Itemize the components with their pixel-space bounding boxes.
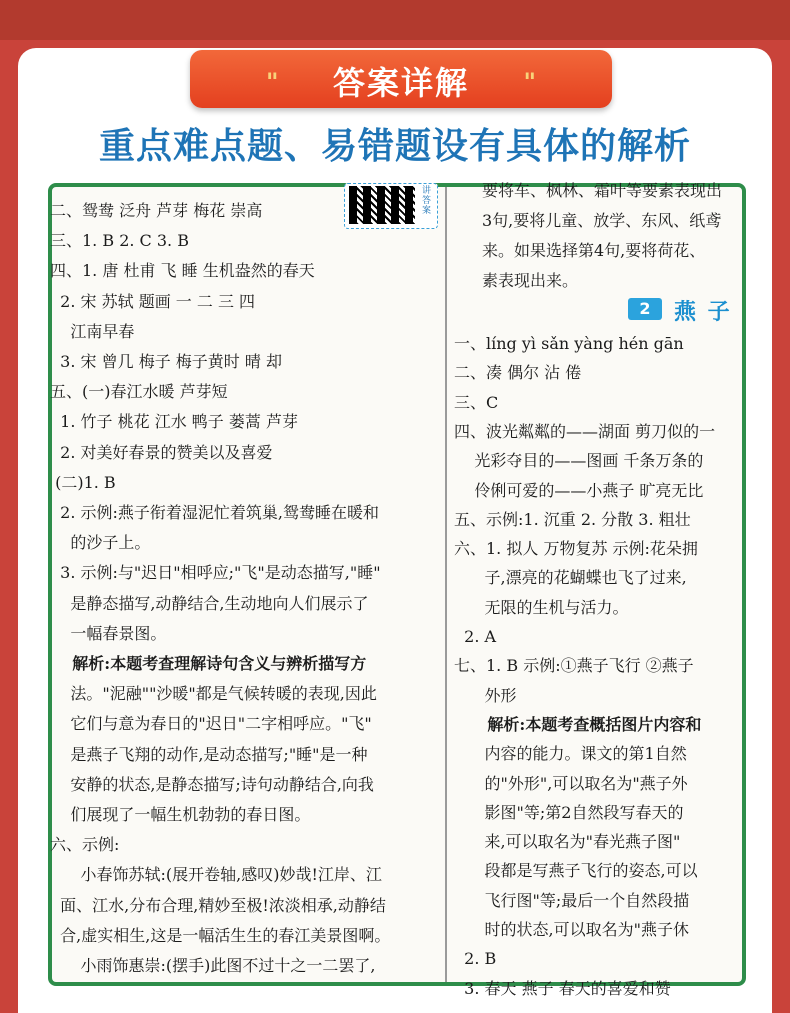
top-banner	[0, 0, 790, 40]
answer-line: 要将车、枫林、霜叶等要素表现出	[482, 181, 723, 200]
answer-line: 二、凑 偶尔 沾 倦	[454, 363, 582, 383]
answer-line: 小春饰苏轼:(展开卷轴,感叹)妙哉!江岸、江	[50, 865, 382, 885]
answer-line: 是静态描写,动静结合,生动地向人们展示了	[50, 593, 369, 613]
subtitle: 重点难点题、易错题设有具体的解析	[98, 126, 691, 167]
answer-line: 一、líng yì sǎn yàng hén gān	[454, 334, 684, 353]
answer-line: 三、1. B 2. C 3. B	[50, 231, 189, 251]
quote-mark-right: "	[523, 68, 536, 96]
answer-line: 2. A	[454, 627, 497, 646]
answer-line: 们展现了一幅生机勃勃的春日图。	[50, 805, 311, 824]
answer-line: 解析:本题考查概括图片内容和	[454, 714, 702, 734]
answer-line: 七、1. B 示例:①燕子飞行 ②燕子	[454, 656, 694, 676]
answer-line: 的沙子上。	[50, 533, 151, 553]
answer-line: 2. 宋 苏轼 题画 一 二 三 四	[50, 291, 256, 311]
answer-line: 它们与意为春日的"迟日"二字相呼应。"飞"	[50, 714, 372, 734]
answer-line: 时的状态,可以取名为"燕子休	[454, 920, 689, 939]
lesson-number-badge: 2	[628, 298, 662, 320]
answer-line: 六、1. 拟人 万物复苏 示例:花朵拥	[454, 539, 698, 559]
answer-line: 三、C	[454, 392, 499, 412]
title-pill	[190, 50, 612, 108]
answer-line: 子,漂亮的花蝴蝶也飞了过来,	[454, 568, 687, 588]
answer-line: 小雨饰惠崇:(摆手)此图不过十之一二罢了,	[50, 956, 376, 975]
right-column	[452, 181, 742, 998]
quote-mark-left: "	[266, 68, 279, 96]
left-column	[52, 187, 444, 982]
answer-line: 素表现出来。	[482, 271, 579, 290]
answer-line: 江南早春	[50, 321, 135, 341]
answer-line: 3. 宋 曾几 梅子 梅子黄时 晴 却	[50, 352, 282, 371]
answer-page	[48, 181, 746, 998]
answer-line: 2. 示例:燕子衔着湿泥忙着筑巢,鸳鸯睡在暖和	[50, 503, 380, 522]
answer-line: 五、示例:1. 沉重 2. 分散 3. 粗壮	[454, 509, 691, 529]
answer-line: 是燕子飞翔的动作,是动态描写;"睡"是一种	[50, 744, 368, 764]
answer-line: 内容的能力。课文的第1自然	[454, 744, 687, 764]
answer-line: 合,虚实相生,这是一幅活生生的春江美景图啊。	[50, 925, 391, 945]
answer-line: 2. 对美好春景的赞美以及喜爱	[50, 442, 273, 462]
answer-line: 3. 春天 燕子 春天的喜爱和赞	[454, 978, 671, 998]
answer-line: 二、鸳鸯 泛舟 芦芽 梅花 崇高	[50, 201, 263, 220]
answer-line: 来。如果选择第4句,要将荷花、	[482, 241, 706, 260]
answer-line: 飞行图"等;最后一个自然段描	[454, 890, 690, 910]
qr-code[interactable]	[344, 183, 438, 229]
answer-line: (二)1. B	[50, 472, 116, 492]
answer-line: 安静的状态,是静态描写;诗句动静结合,向我	[50, 774, 374, 794]
page-title: 答案详解	[332, 64, 469, 102]
answer-line: 来,可以取名为"春光燕子图"	[454, 832, 681, 852]
qr-caption: 讲答案	[422, 186, 432, 216]
answer-line: 无限的生机与活力。	[454, 597, 629, 617]
lesson-title: 燕 子	[674, 299, 732, 325]
answer-line: 五、(一)春江水暖 芦芽短	[50, 382, 228, 402]
answer-line: 四、波光粼粼的——湖面 剪刀似的一	[454, 421, 716, 441]
answer-line: 的"外形",可以取名为"燕子外	[454, 773, 688, 793]
answer-line: 法。"泥融""沙暖"都是气候转暖的表现,因此	[50, 684, 377, 704]
answer-line: 一幅春景图。	[50, 623, 167, 643]
column-divider	[445, 187, 447, 982]
answer-line: 面、江水,分布合理,精妙至极!浓淡相承,动静结	[50, 895, 386, 915]
qr-code-icon	[349, 186, 415, 224]
answer-line: 2. B	[454, 949, 497, 969]
answer-line: 3. 示例:与"迟日"相呼应;"飞"是动态描写,"睡"	[50, 563, 381, 583]
answer-line: 影图"等;第2自然段写春天的	[454, 802, 684, 822]
answer-line: 段都是写燕子飞行的姿态,可以	[454, 861, 698, 881]
answer-line: 光彩夺目的——图画 千条万条的	[454, 451, 704, 471]
answer-line: 外形	[454, 685, 517, 705]
answer-line: 六、示例:	[50, 835, 120, 855]
answer-line: 伶俐可爱的——小燕子 旷亮无比	[454, 480, 704, 500]
answer-line: 1. 竹子 桃花 江水 鸭子 蒌蒿 芦芽	[50, 412, 298, 432]
answer-line: 四、1. 唐 杜甫 飞 睡 生机盎然的春天	[50, 261, 315, 281]
answer-line: 解析:本题考查理解诗句含义与辨析描写方	[50, 654, 367, 673]
answer-line: 3句,要将儿童、放学、东风、纸鸢	[482, 211, 722, 230]
